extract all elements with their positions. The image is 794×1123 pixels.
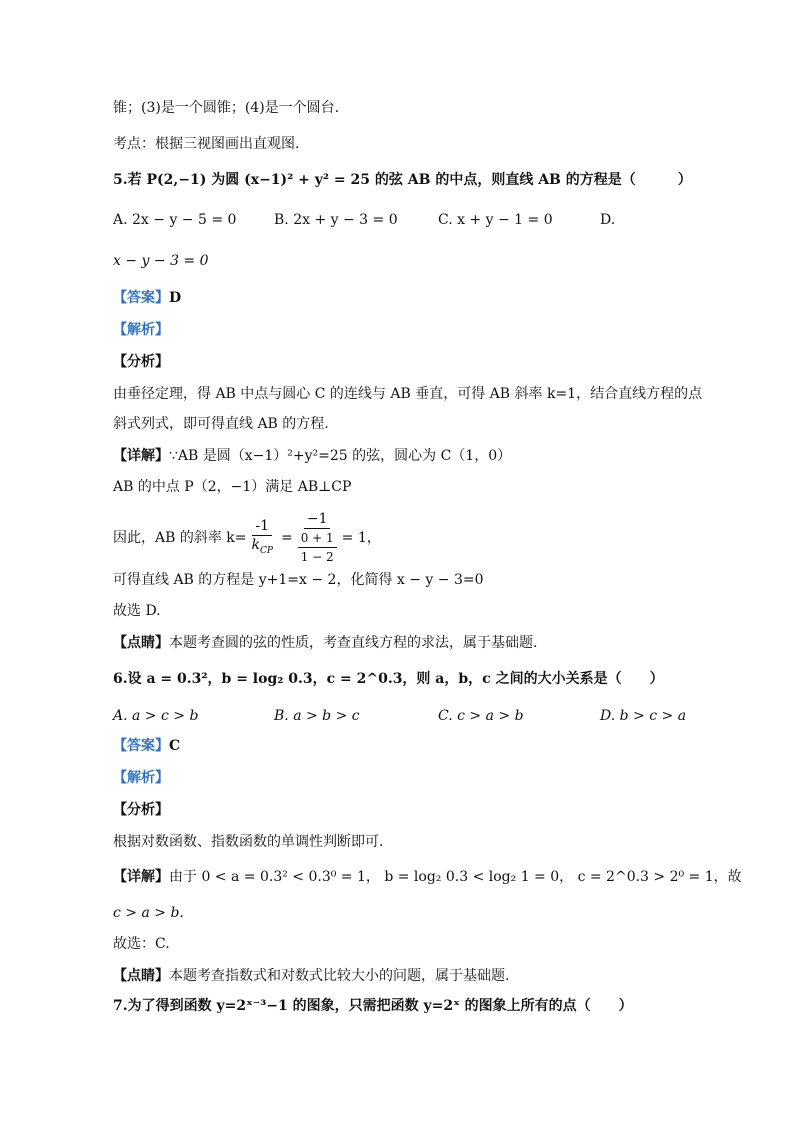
fenxi-tag: 【分析】 bbox=[113, 802, 169, 818]
q6-option-d: D. b > c > a bbox=[600, 708, 687, 724]
comment-text: 本题考查指数式和对数式比较大小的问题，属于基础题. bbox=[169, 968, 510, 984]
q5-detail-line bbox=[113, 446, 511, 466]
fraction-2-denominator bbox=[298, 529, 337, 566]
fenxi-tag: 【分析】 bbox=[113, 354, 169, 370]
q5-option-c: C. x + y − 1 = 0 bbox=[438, 212, 553, 228]
text-line: 考点：根据三视图画出直观图. bbox=[113, 136, 300, 152]
text-line: 根据对数函数、指数函数的单调性判断即可. bbox=[113, 834, 384, 850]
text-line: 斜式列式，即可得直线 AB 的方程. bbox=[113, 416, 329, 432]
inner-numerator: 0 + 1 bbox=[298, 529, 337, 548]
text-line: AB 的中点 P（2，−1）满足 AB⊥CP bbox=[113, 479, 352, 495]
question-7-stem: 7.为了得到函数 y=2ˣ⁻³−1 的图象，只需把函数 y=2ˣ 的图象上所有的点（ ） bbox=[113, 998, 633, 1014]
fraction-2 bbox=[298, 510, 337, 566]
q6-option-a: A. a > c > b bbox=[113, 708, 199, 724]
q6-comment-line bbox=[113, 966, 509, 986]
detail-tag: 【详解】 bbox=[113, 448, 169, 464]
q5-comment-line bbox=[113, 633, 537, 653]
formula-suffix: = 1， bbox=[341, 530, 381, 546]
q6-option-b: B. a > b > c bbox=[274, 708, 360, 724]
detail-text: 由于 0 < a = 0.3² < 0.3⁰ = 1， b = log₂ 0.3 < log₂ 1 = 0， c = 2^0.3 > 2⁰ = 1，故 bbox=[169, 869, 742, 885]
answer-value: C bbox=[169, 738, 181, 754]
k-subscript: CP bbox=[260, 545, 273, 556]
q6-detail-line bbox=[113, 867, 742, 887]
detail-text: ∵AB 是圆（x−1）²+y²=25 的弦，圆心为 C（1，0） bbox=[169, 448, 512, 464]
text-line: 可得直线 AB 的方程是 y+1=x − 2，化简得 x − y − 3=0 bbox=[113, 572, 484, 588]
analysis-tag: 【解析】 bbox=[113, 770, 169, 786]
q5-answer-line bbox=[113, 288, 181, 308]
q5-option-d: D. bbox=[600, 212, 616, 228]
question-6-stem: 6.设 a = 0.3²，b = log₂ 0.3，c = 2^0.3，则 a，b，c 之间的大小关系是（ ） bbox=[113, 671, 664, 687]
comment-tag: 【点睛】 bbox=[113, 635, 169, 651]
detail-tag: 【详解】 bbox=[113, 869, 169, 885]
text-line: 故选 D. bbox=[113, 603, 161, 619]
q6-option-c: C. c > a > b bbox=[438, 708, 524, 724]
k-symbol: k bbox=[251, 536, 260, 553]
answer-tag: 【答案】 bbox=[113, 738, 169, 754]
comment-tag: 【点睛】 bbox=[113, 968, 169, 984]
text-line: c > a > b. bbox=[113, 905, 184, 921]
fraction-1 bbox=[249, 517, 276, 560]
q5-option-d-text: x − y − 3 = 0 bbox=[113, 253, 209, 269]
analysis-tag: 【解析】 bbox=[113, 322, 169, 338]
text-line: 锥；(3)是一个圆锥；(4)是一个圆台. bbox=[113, 100, 340, 116]
q5-option-b: B. 2x + y − 3 = 0 bbox=[274, 212, 398, 228]
q5-option-a: A. 2x − y − 5 = 0 bbox=[113, 212, 237, 228]
q6-answer-line bbox=[113, 736, 180, 756]
answer-value: D bbox=[169, 290, 182, 306]
text-line: 故选：C. bbox=[113, 936, 170, 952]
answer-tag: 【答案】 bbox=[113, 290, 169, 306]
question-5-stem: 5.若 P(2,−1) 为圆 (x−1)² + y² = 25 的弦 AB 的中点，则直线 AB 的方程是（ ） bbox=[113, 172, 692, 188]
formula-prefix: 因此，AB 的斜率 k= bbox=[113, 530, 247, 546]
fraction-1-numerator: -1 bbox=[252, 517, 272, 536]
q5-slope-formula: 因此，AB 的斜率 k= $\frac{-1}{k_{CP}}$ = $\frac{-1}{\frac{0 + 1}{1 - 2}}$ = 1， bbox=[113, 511, 381, 564]
comment-text: 本题考查圆的弦的性质，考查直线方程的求法，属于基础题. bbox=[169, 635, 538, 651]
inner-denominator: 1 − 2 bbox=[300, 550, 334, 564]
fraction-2-numerator: −1 bbox=[304, 510, 331, 529]
fraction-1-denominator bbox=[249, 536, 276, 560]
text-line: 由垂径定理，得 AB 中点与圆心 C 的连线与 AB 垂直，可得 AB 斜率 k=1，结合直线方程的点 bbox=[113, 386, 703, 402]
